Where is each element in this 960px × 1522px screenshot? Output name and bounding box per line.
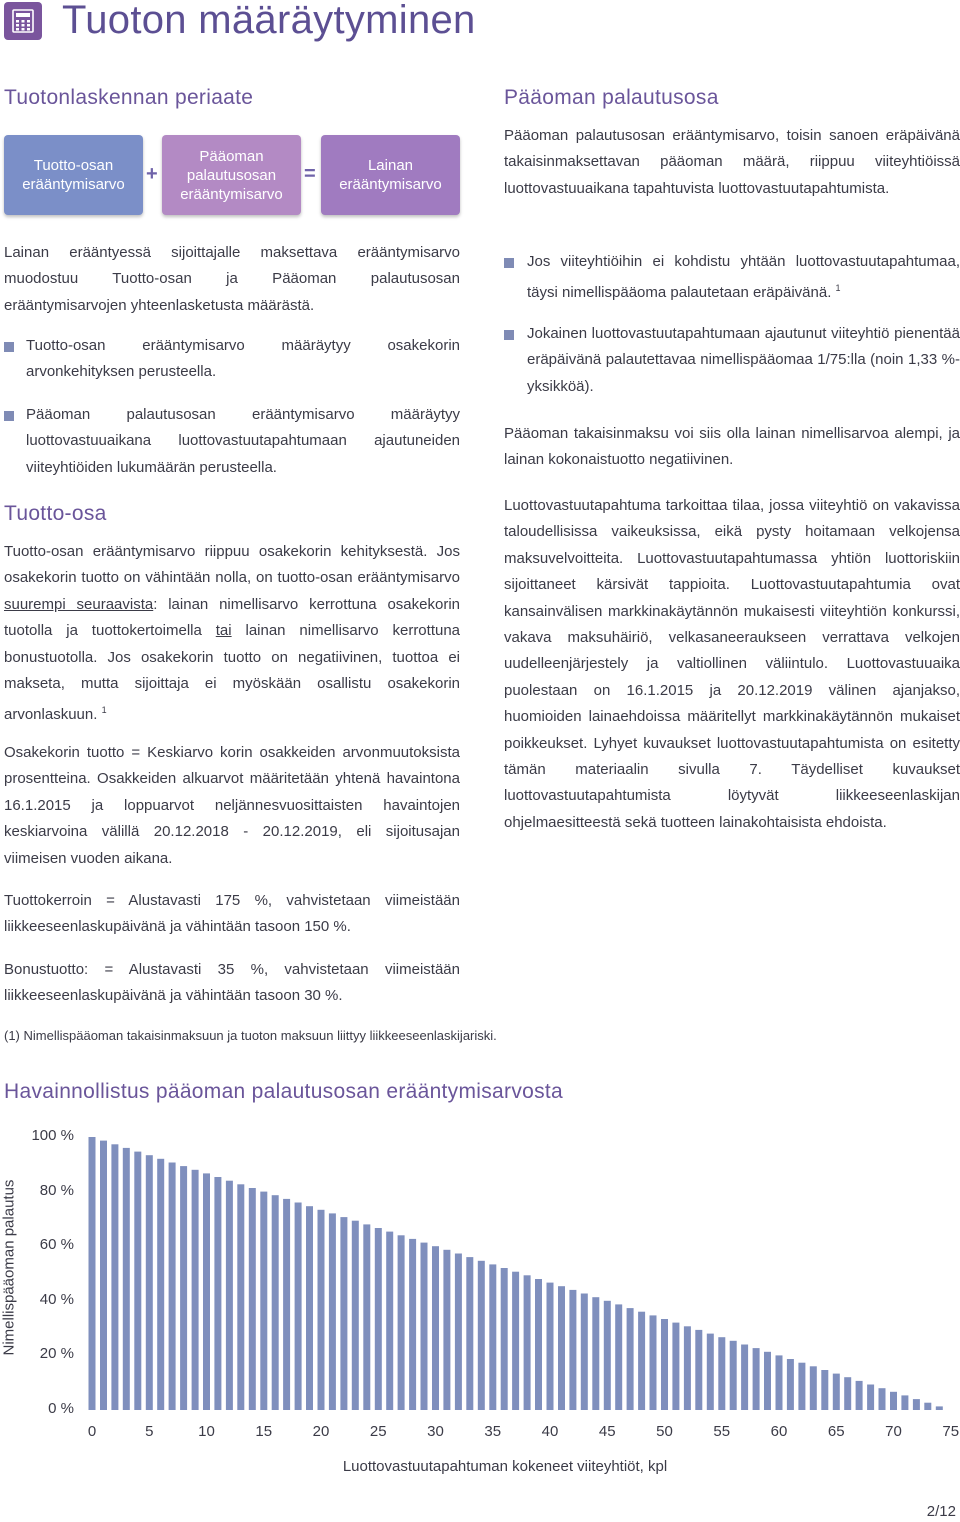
chart-x-tick-label: 20 — [312, 1423, 330, 1440]
chart-bar — [363, 1224, 370, 1410]
chart-bar — [283, 1199, 290, 1410]
chart-y-tick-label: 0 % — [48, 1400, 74, 1417]
chart-x-tick-label: 40 — [541, 1423, 559, 1440]
bullet-tuotto: Tuotto-osan erääntymisarvo määräytyy osakekorin arvonkehityksen perusteella. — [26, 337, 460, 381]
chart-bar — [764, 1352, 771, 1410]
chart-x-tick-label: 30 — [427, 1423, 444, 1440]
chart-bar — [650, 1315, 657, 1410]
chart-bar — [386, 1232, 393, 1410]
bullet-paaoma: Pääoman palautusosan erääntymisarvo määräytyy luottovastuuaikana luottovastuutapahtumaan ajautuneiden viiteyhtiöiden lukumäärän perusteella. — [26, 406, 460, 476]
chart-bar — [558, 1286, 565, 1410]
chart-bar — [924, 1403, 931, 1410]
chart-bar — [260, 1192, 267, 1410]
tuottokerroin-text: = Alustavasti 175 %, vahvistetaan viimeistään liikkeeseenlaskupäivänä ja vähintään tasoon 150 %. — [4, 892, 460, 936]
chart-x-tick-label: 5 — [145, 1423, 154, 1440]
chart-bar — [272, 1195, 279, 1410]
formula-box-line: erääntymisarvo — [22, 176, 125, 193]
chart-bar — [684, 1326, 691, 1410]
chart-bar — [340, 1217, 347, 1410]
chart-bar — [432, 1246, 439, 1410]
chart-bar — [604, 1301, 611, 1410]
chart-bar — [672, 1323, 679, 1410]
chart-bar — [146, 1155, 153, 1410]
chart-bar — [375, 1228, 382, 1410]
chart-bar — [592, 1297, 599, 1410]
chart-bar — [879, 1388, 886, 1410]
chart-bar — [157, 1159, 164, 1410]
chart-x-tick-label: 25 — [369, 1423, 387, 1440]
chart-bar — [856, 1381, 863, 1410]
chart-bar — [741, 1345, 748, 1411]
chart-bar — [718, 1337, 725, 1410]
chart-bar — [638, 1312, 645, 1410]
chart-bar — [100, 1141, 107, 1410]
chart-x-tick-label: 15 — [255, 1423, 273, 1440]
chart-bar — [913, 1399, 920, 1410]
chart-y-axis-label: Nimellispääoman palautus — [0, 1179, 18, 1356]
chart-x-tick-label: 35 — [484, 1423, 502, 1440]
chart-x-tick-label: 75 — [942, 1423, 960, 1440]
tuottokerroin-term: Tuottokerroin — [4, 892, 92, 909]
chart-bar — [833, 1374, 840, 1410]
chart-y-tick-label: 100 % — [31, 1127, 74, 1144]
osakekorin-term: Osakekorin tuotto — [4, 744, 125, 761]
equals-sign: = — [304, 163, 316, 185]
chart-bar — [730, 1341, 737, 1410]
section-title-paaoman-palautusosa: Pääoman palautusosa — [504, 86, 719, 109]
paaoma-paragraph-3: Luottovastuutapahtuma tarkoittaa tilaa, jossa viiteyhtiö on vakavissa taloudellisissa vaikeuksissa, eikä pysty hoitamaan velkojensa maksuvelvoitteita. Luottovastuutapahtumassa yhtiön luottoriskiin sijoittaneet kärsivät tappioita. Luottovastuutapahtumia ovat kansainvälisen markkinakäytännön mukaisesti viiteyhtiön konkurssi, vakava maksuhäiriö, velkasaneeraukseen verrattava velkojen uudelleenjärjestely ja valtiollinen väliintulo. Luottovastuuaika puolestaan on 16.1.2015 ja 20.12.2019 välinen ajanjakso, huomioiden lainaehdoissa määritellyt markkinakäytännön mukaiset poikkeukset. Lyhyet kuvaukset luottovastuutapahtumista on esitetty tämän materiaalin sivulla 7. Täydelliset kuvaukset luottovastuutapahtumista löytyvät liikkeeseenlaskijan ohjelmaesitteestä sekä tuotteen lainakohtaisista ehdoista. — [504, 497, 960, 831]
chart-bar — [306, 1206, 313, 1410]
chart-bar — [615, 1304, 622, 1410]
chart-bar — [695, 1330, 702, 1410]
formula-box-line: palautusosan — [186, 166, 277, 184]
chart-y-tick-label: 40 % — [39, 1290, 74, 1308]
chart-bar — [409, 1239, 416, 1410]
chart-bar — [798, 1363, 805, 1410]
formula-box-line: Tuotto-osan — [33, 157, 114, 174]
chart-bar — [501, 1268, 508, 1410]
formula-box-line: erääntymisarvo — [339, 176, 442, 193]
chart-bar — [237, 1184, 244, 1410]
chart-x-tick-label: 60 — [770, 1423, 788, 1440]
page-title: Tuoton määräytyminen — [62, 0, 476, 42]
bullet-no-events-text: Jos viiteyhtiöihin ei kohdistu yhtään luottovastuutapahtumaa, täysi nimellispääoma palautetaan eräpäivänä. — [527, 253, 960, 302]
intro-paragraph: Lainan erääntyessä sijoittajalle maksettava erääntymisarvo muodostuu Tuotto-osan ja Pääoman palautusosan erääntymisarvojen yhteenlasketusta määrästä. — [4, 244, 460, 314]
chart-bar — [295, 1203, 302, 1411]
chart-y-tick-label: 60 % — [39, 1236, 74, 1254]
chart-bar — [89, 1137, 96, 1410]
chart-y-tick-label: 80 % — [39, 1181, 74, 1199]
chart-bar — [318, 1210, 325, 1410]
bonus-text: = Alustavasti 35 %, vahvistetaan viimeistään liikkeeseenlaskupäivänä ja vähintään tasoon 30 %. — [4, 961, 460, 1005]
chart-bar — [512, 1272, 519, 1410]
chart-bar — [123, 1148, 130, 1410]
chart-x-tick-label: 55 — [713, 1423, 731, 1440]
formula-box-line: erääntymisarvo — [180, 185, 283, 203]
chart-bar — [936, 1406, 943, 1410]
footnote-marker: 1 — [101, 705, 107, 716]
chart-bar — [455, 1254, 462, 1411]
chart-x-tick-label: 65 — [827, 1423, 845, 1440]
chart-bar — [249, 1188, 256, 1410]
plus-sign: + — [146, 163, 158, 185]
chart-bar — [192, 1170, 199, 1410]
tuotto-underline-1: suurempi seuraavista — [4, 595, 154, 613]
chart-bar — [169, 1163, 176, 1411]
chart-bar — [753, 1348, 760, 1410]
footnote: (1) Nimellispääoman takaisinmaksuun ja tuoton maksuun liittyy liikkeeseenlaskijariski. — [4, 1028, 497, 1043]
chart-bar — [478, 1261, 485, 1410]
chart-bar — [352, 1221, 359, 1410]
chart-bar — [398, 1235, 405, 1410]
chart-bar — [535, 1279, 542, 1410]
chart-bar — [821, 1370, 828, 1410]
chart-bar — [111, 1144, 118, 1410]
chart-bar — [787, 1359, 794, 1410]
chart-bar — [489, 1264, 496, 1410]
paaoma-paragraph-1: Pääoman palautusosan erääntymisarvo, toisin sanoen eräpäivänä takaisinmaksettavan pääoman määrä, riippuu viiteyhtiöissä luottovastuuaikana tapahtuvista luottovastuutapahtumista. — [504, 127, 960, 197]
section-title-tuotto-osa: Tuotto-osa — [4, 502, 107, 525]
chart-bar — [421, 1243, 428, 1410]
chart-bar — [707, 1334, 714, 1410]
chart-x-axis-label: Luottovastuutapahtuman kokeneet viiteyhtiöt, kpl — [342, 1458, 668, 1475]
chart-bar — [443, 1250, 450, 1410]
tuotto-text-3: lainan nimellisarvo kerrottuna bonustuotolla. Jos osakekorin tuotto on negatiivinen, tuottoa ei makseta, mutta sijoittaja ei myöskään osallistu osakekorin arvonlaskuun. — [4, 622, 461, 724]
chart-x-tick-label: 45 — [598, 1423, 616, 1440]
footnote-marker: 1 — [835, 283, 841, 294]
osakekorin-text: = Keskiarvo korin osakkeiden arvonmuutoksista prosentteina. Osakkeiden alkuarvot määritetään yhtenä havaintona 16.1.2015 ja loppuarvot neljännesvuosittaisten havaintojen keskiarvoina välillä 20.12.2018 - 20.12.2019, eli sijoitusajan viimeisen vuoden aikana. — [4, 744, 460, 867]
chart-bar — [776, 1355, 783, 1410]
section-title-periaate: Tuotonlaskennan periaate — [4, 86, 254, 109]
chart-x-tick-label: 10 — [198, 1423, 215, 1440]
chart-bar — [890, 1392, 897, 1410]
tuotto-text-1: Tuotto-osan erääntymisarvo riippuu osakekorin kehityksestä. Jos osakekorin tuotto on vähintään nolla, on tuotto-osan erääntymisarvo — [4, 543, 460, 587]
chart-title: Havainnollistus pääoman palautusosan erääntymisarvosta — [4, 1080, 564, 1103]
tuotto-underline-2: tai — [215, 622, 232, 640]
bullet-each-event: Jokainen luottovastuutapahtumaan ajautunut viiteyhtiö pienentää eräpäivänä palautettavaa nimellispääomaa 1/75:lla (noin 1,33 %-yksikköä). — [527, 325, 960, 395]
chart-bar — [627, 1308, 634, 1410]
chart-bar — [844, 1377, 851, 1410]
chart-bar — [867, 1385, 874, 1411]
chart-bar — [524, 1275, 531, 1410]
paaoma-paragraph-2: Pääoman takaisinmaksu voi siis olla lainan nimellisarvoa alempi, ja lainan kokonaistuotto negatiivinen. — [504, 425, 960, 469]
chart-bar — [466, 1257, 473, 1410]
page-number: 2/12 — [926, 1503, 956, 1520]
chart-x-tick-label: 50 — [656, 1423, 673, 1440]
chart-bar — [226, 1181, 233, 1410]
chart-bar — [329, 1213, 336, 1410]
bonus-term: Bonustuotto: — [4, 961, 89, 978]
formula-box-line: Pääoman — [199, 147, 264, 165]
chart-bar — [203, 1173, 210, 1410]
chart-bar — [810, 1366, 817, 1410]
chart-bar — [569, 1290, 576, 1410]
chart-bar — [547, 1283, 554, 1410]
chart-x-tick-label: 0 — [87, 1423, 97, 1440]
formula-box-line: Lainan — [367, 157, 414, 174]
chart-bar — [180, 1166, 187, 1410]
chart-y-tick-label: 20 % — [39, 1345, 74, 1363]
chart-bar — [661, 1319, 668, 1410]
chart-bar — [581, 1294, 588, 1411]
chart-bar — [901, 1395, 908, 1410]
chart-bar — [214, 1177, 221, 1410]
chart-bar — [134, 1152, 141, 1410]
tuotto-text-2: : lainan nimellisarvo kerrottuna osakekorin tuotolla ja tuottokertoimella — [4, 595, 460, 640]
chart-x-tick-label: 70 — [885, 1423, 902, 1440]
